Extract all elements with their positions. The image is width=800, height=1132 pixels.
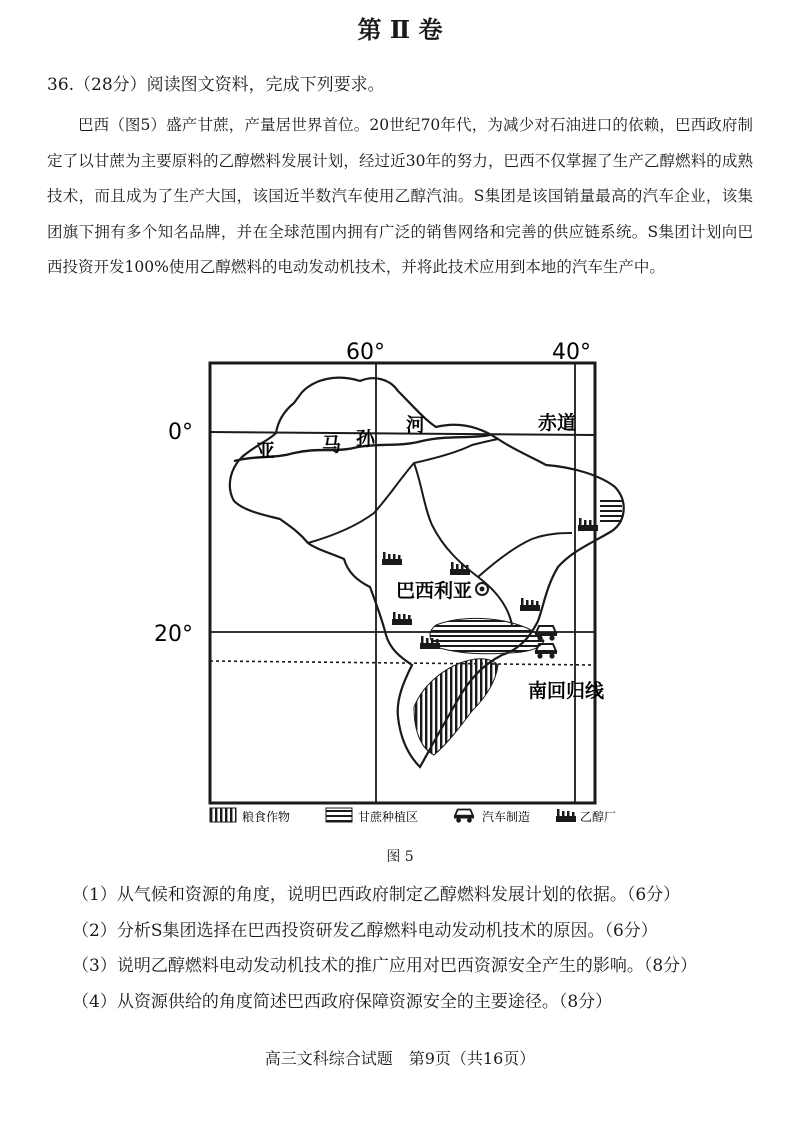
question-item: （2）分析S集团选择在巴西投资研发乙醇燃料电动发动机技术的原因。（6分） — [72, 920, 658, 941]
ethanol-factory-icon — [392, 612, 412, 625]
lat-label-20: 20° — [154, 622, 193, 647]
capital-label: 巴西利亚 — [396, 580, 473, 602]
legend-grain-swatch — [210, 808, 236, 822]
ethanol-factory-icon — [450, 562, 470, 575]
legend-car-icon — [454, 810, 474, 823]
legend-sugarcane-swatch — [326, 808, 352, 822]
river-char-sun: 孙 — [356, 428, 376, 450]
lat-label-0: 0° — [168, 420, 193, 445]
tropic-line — [210, 661, 595, 665]
question-item: （4）从资源供给的角度简述巴西政府保障资源安全的主要途径。（8分） — [72, 991, 613, 1012]
river-char-ya: 亚 — [256, 440, 276, 462]
section-title: 第 Ⅱ 卷 — [357, 15, 443, 44]
page-footer: 高三文科综合试题 第9页（共16页） — [264, 1049, 536, 1068]
legend-car-label: 汽车制造 — [482, 810, 531, 824]
river-char-he: 河 — [406, 414, 426, 436]
question-paragraph — [47, 108, 753, 286]
question-header: 36.（28分）阅读图文资料，完成下列要求。 — [47, 75, 385, 95]
tropic-label: 南回归线 — [528, 680, 605, 702]
map-legend — [210, 808, 616, 824]
ethanol-factory-icon — [382, 552, 402, 565]
grain-crop-area — [414, 659, 498, 755]
ethanol-factory-icon — [520, 598, 540, 611]
legend-sugarcane-label: 甘蔗种植区 — [358, 810, 419, 824]
car-manufacturing-icon — [535, 626, 557, 641]
legend-factory-label: 乙醇厂 — [580, 810, 617, 824]
region-boundary-east — [478, 533, 572, 577]
legend-factory-icon — [556, 809, 576, 822]
lon-label-60: 60° — [346, 340, 385, 365]
sugarcane-area-north — [600, 499, 622, 523]
car-manufacturing-icon — [535, 644, 557, 659]
question-item: （1）从气候和资源的角度，说明巴西政府制定乙醇燃料发展计划的依据。（6分） — [72, 885, 681, 905]
equator-label: 赤道 — [538, 412, 577, 434]
paragraph-text: 巴西（图5）盛产甘蔗，产量居世界首位。20世纪70年代，为减少对石油进口的依赖，巴西政府制定了以甘蔗为主要原料的乙醇燃料发展计划，经过近30年的努力，巴西不仅掌握了生产乙醇燃料的成熟技术，而且成为了生产大国，该国近半数汽车使用乙醇汽油。S集团是该国销量最高的汽车企业，该集团旗下拥有多个知名品牌，并在全球范围内拥有广泛的销售网络和完善的供应链系统。S集团计划向巴西投资开发100%使用乙醇燃料的电动发动机技术，并将此技术应用到本地的汽车生产中。 — [47, 116, 753, 276]
brazil-map — [154, 335, 650, 830]
sugarcane-area — [430, 618, 544, 653]
river-char-ma: 马 — [322, 434, 342, 456]
question-list — [72, 878, 697, 1020]
lon-label-40: 40° — [552, 340, 591, 365]
question-item: （3）说明乙醇燃料电动发动机技术的推广应用对巴西资源安全产生的影响。（8分） — [72, 956, 698, 976]
legend-grain-label: 粮食作物 — [242, 810, 291, 824]
figure-caption: 图 5 — [386, 849, 414, 865]
